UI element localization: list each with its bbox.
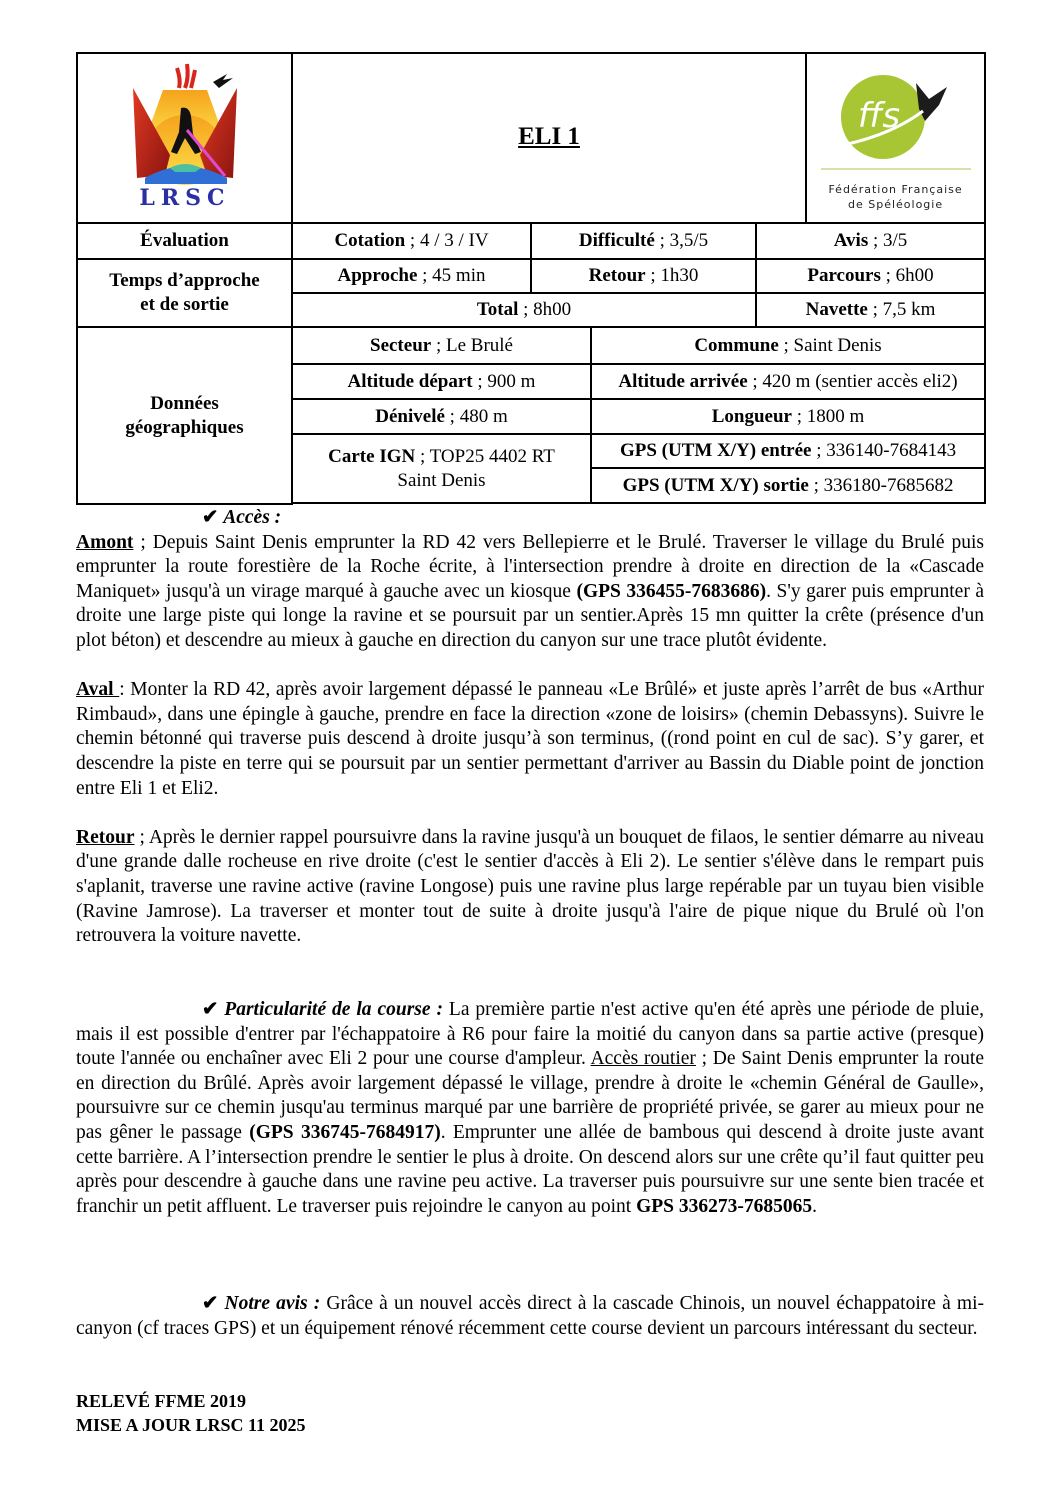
approche-value: ; 45 min bbox=[417, 265, 486, 286]
total-value: ; 8h00 bbox=[518, 299, 572, 320]
check-icon: ✔ bbox=[202, 1293, 219, 1314]
retour-value: ; 1h30 bbox=[645, 265, 699, 286]
carte-ign-key: Carte IGN bbox=[328, 445, 416, 467]
particularite-text-3: . Emprunter une allée de bambous qui descend à droite juste avant cette barrière. A l’intersection prendre le sentier le plus à droite. On descend alors sur une crête qu’il faut quitter peu après pour descendre à gauche dans une ravine peu active. La traverser puis poursuivre sur une sente bien tracée et franchir un petit affluent. Le traverser puis rejoindre le canyon au point bbox=[76, 1121, 984, 1217]
ffs-logo-cell bbox=[806, 53, 985, 223]
aval-label: Aval bbox=[76, 679, 120, 701]
evaluation-label: Évaluation bbox=[77, 223, 292, 259]
carte-ign-cell bbox=[292, 434, 591, 503]
check-icon: ✔ bbox=[202, 507, 219, 528]
parcours-cell bbox=[756, 259, 985, 293]
check-icon: ✔ bbox=[202, 999, 219, 1020]
altitude-arrivee-value: ; 420 m (sentier accès eli2) bbox=[747, 370, 958, 392]
gps-entree-key: GPS (UTM X/Y) entrée bbox=[619, 440, 812, 461]
avis-section bbox=[76, 1292, 984, 1341]
total-key: Total bbox=[476, 299, 519, 320]
ffs-name-line1: Fédération Française bbox=[828, 182, 963, 196]
aval-paragraph bbox=[76, 678, 984, 801]
svg-text:LRSC: LRSC bbox=[138, 184, 231, 210]
commune-cell bbox=[591, 327, 985, 364]
commune-value: ; Saint Denis bbox=[778, 334, 882, 356]
gps-sortie-key: GPS (UTM X/Y) sortie bbox=[622, 474, 809, 496]
particularite-section bbox=[76, 998, 984, 1219]
avis-paragraph bbox=[76, 1292, 984, 1341]
carte-ign-value: ; TOP25 4402 RT bbox=[415, 445, 555, 467]
commune-key: Commune bbox=[694, 334, 779, 356]
footer-mise-a-jour: MISE A JOUR LRSC 11 2025 bbox=[76, 1415, 306, 1435]
footer-releve: RELEVÉ FFME 2019 bbox=[76, 1391, 247, 1411]
particularite-text-2: ; De Saint Denis emprunter la route en direction du Brûlé. Après avoir largement dépassé le village, prendre à droite le «chemin Général de Gaulle», poursuivre sur ce chemin jusqu'au terminus marqué par une barrière de propriété privée, se garer au mieux pour ne pas gêner le passage bbox=[76, 1048, 984, 1143]
gps-sortie-cell bbox=[591, 468, 985, 503]
navette-key: Navette bbox=[805, 299, 868, 320]
avis-text: Grâce à un nouvel accès direct à la cascade Chinois, un nouvel échappatoire à mi-canyon (cf traces GPS) et un équipement rénové récemment cette course devient un parcours intéressant du secteur. bbox=[76, 1293, 984, 1339]
title-cell bbox=[292, 53, 806, 223]
amont-label: Amont bbox=[76, 531, 134, 553]
cotation-cell bbox=[292, 223, 531, 259]
gps-entree-cell bbox=[591, 434, 985, 468]
navette-value: ; 7,5 km bbox=[867, 299, 936, 320]
amont-text-1: ; Depuis Saint Denis emprunter la RD 42 vers Bellepierre et le Brulé. Traverser le village du Brulé puis emprunter la route forestière de la Roche écrite, à l'intersection prendre à droite en direction de la «Cascade Maniquet» jusqu'à un virage marqué à gauche avec un kiosque bbox=[76, 531, 984, 602]
geo-label bbox=[77, 327, 292, 504]
ffs-name-line2: de Spéléologie bbox=[847, 197, 944, 211]
parcours-value: ; 6h00 bbox=[880, 265, 934, 286]
retour-label: Retour bbox=[76, 826, 135, 848]
altitude-depart-key: Altitude départ bbox=[347, 370, 473, 392]
secteur-cell bbox=[292, 327, 591, 364]
secteur-value: ; Le Brulé bbox=[431, 334, 513, 356]
amont-gps: (GPS 336455-7683686) bbox=[576, 580, 767, 602]
denivele-value: ; 480 m bbox=[444, 405, 508, 427]
retour-text: ; Après le dernier rappel poursuivre dans la ravine jusqu'à un bouquet de filaos, le sentier démarre au niveau d'une grande dalle rocheuse en rive droite (c'est le sentier d'accès à Eli 2). Le sentier s'élève dans le rempart puis s'aplanit, traverse une ravine active (ravine Longose) puis une ravine plus large repérable par un tuyau bien visible (Ravine Jamrose). La traverser et monter tout de suite à droite jusqu'à l'aire de pique nique du Brulé où l'on retrouvera la voiture navette. bbox=[76, 826, 984, 947]
altitude-depart-value: ; 900 m bbox=[472, 370, 536, 392]
secteur-key: Secteur bbox=[370, 334, 432, 356]
particularite-gps-2: GPS 336273-7685065 bbox=[636, 1195, 813, 1217]
temps-label bbox=[77, 259, 292, 327]
avis-key: Avis bbox=[833, 230, 869, 251]
difficulte-key: Difficulté bbox=[578, 230, 655, 251]
altitude-arrivee-key: Altitude arrivée bbox=[618, 370, 748, 392]
difficulte-cell bbox=[531, 223, 756, 259]
aval-text: : Monter la RD 42, après avoir largement dépassé le panneau «Le Brûlé» et juste après l’arrêt de bus «Arthur Rimbaud», dans une épingle à gauche, prendre en face la direction «zone de loisirs» (chemin Debassyns). Suivre le chemin bétonné qui traverse puis descend à droite jusqu’à son terminus, ((rond point en cul de sac). S’y garer, et descendre la piste en terre qui se poursuit par un sentier permettant d'arriver au Bassin du Diable point de jonction entre Eli 1 et Eli2. bbox=[76, 679, 984, 799]
gps-sortie-value: ; 336180-7685682 bbox=[808, 474, 954, 496]
carte-ign-value-line2: Saint Denis bbox=[397, 469, 486, 491]
lrsc-logo-icon bbox=[115, 60, 255, 210]
particularite-gps-1: (GPS 336745-7684917) bbox=[249, 1121, 441, 1143]
longueur-value: ; 1800 m bbox=[791, 405, 865, 427]
longueur-cell bbox=[591, 399, 985, 434]
altitude-depart-cell bbox=[292, 364, 591, 399]
altitude-arrivee-cell bbox=[591, 364, 985, 399]
particularite-heading: Particularité de la course : bbox=[224, 999, 443, 1020]
approche-cell bbox=[292, 259, 531, 293]
gps-entree-value: ; 336140-7684143 bbox=[811, 440, 957, 461]
temps-label-line2: et de sortie bbox=[140, 294, 229, 315]
retour-key: Retour bbox=[588, 265, 646, 286]
cotation-key: Cotation bbox=[334, 230, 406, 251]
amont-paragraph bbox=[76, 531, 984, 654]
svg-text:ffs: ffs bbox=[857, 95, 900, 136]
ffs-logo-icon bbox=[811, 65, 981, 175]
navette-cell bbox=[756, 293, 985, 327]
avis-value: ; 3/5 bbox=[868, 230, 908, 251]
geo-label-line2: géographiques bbox=[125, 416, 244, 438]
acces-heading: Accès : bbox=[223, 507, 282, 528]
route-info-table bbox=[76, 52, 986, 505]
total-cell bbox=[292, 293, 756, 327]
parcours-key: Parcours bbox=[807, 265, 881, 286]
footer bbox=[76, 1389, 306, 1437]
retour-paragraph bbox=[76, 826, 984, 949]
particularite-text-1: La première partie n'est active qu'en été après une période de pluie, mais il est possible d'entrer par l'échappatoire à R6 pour faire la moitié du canyon dans sa partie active (presque) toute l'année ou enchaîner avec Eli 2 pour une course d'ampleur. bbox=[76, 999, 985, 1070]
amont-text-2: . S'y garer puis emprunter à droite une large piste qui longe la ravine et se poursuit par un sentier.Après 15 mn quitter la crête (présence d'un plot béton) et descendre au mieux à gauche en direction du canyon sur une trace plutôt évidente. bbox=[76, 580, 984, 651]
lrsc-logo-cell bbox=[77, 53, 292, 223]
retour-cell bbox=[531, 259, 756, 293]
particularite-paragraph bbox=[76, 998, 984, 1219]
cotation-value: ; 4 / 3 / IV bbox=[405, 230, 489, 251]
longueur-key: Longueur bbox=[711, 405, 792, 427]
acces-section bbox=[76, 506, 984, 949]
geo-label-line1: Données bbox=[150, 392, 219, 414]
denivele-cell bbox=[292, 399, 591, 434]
page-title: ELI 1 bbox=[518, 123, 580, 150]
approche-key: Approche bbox=[337, 265, 418, 286]
acces-routier-label: Accès routier bbox=[590, 1048, 696, 1070]
difficulte-value: ; 3,5/5 bbox=[654, 230, 709, 251]
particularite-text-4: . bbox=[812, 1195, 817, 1217]
avis-cell bbox=[756, 223, 985, 259]
avis-heading: Notre avis : bbox=[224, 1293, 321, 1314]
denivele-key: Dénivelé bbox=[375, 405, 445, 427]
temps-label-line1: Temps d’approche bbox=[109, 270, 260, 291]
